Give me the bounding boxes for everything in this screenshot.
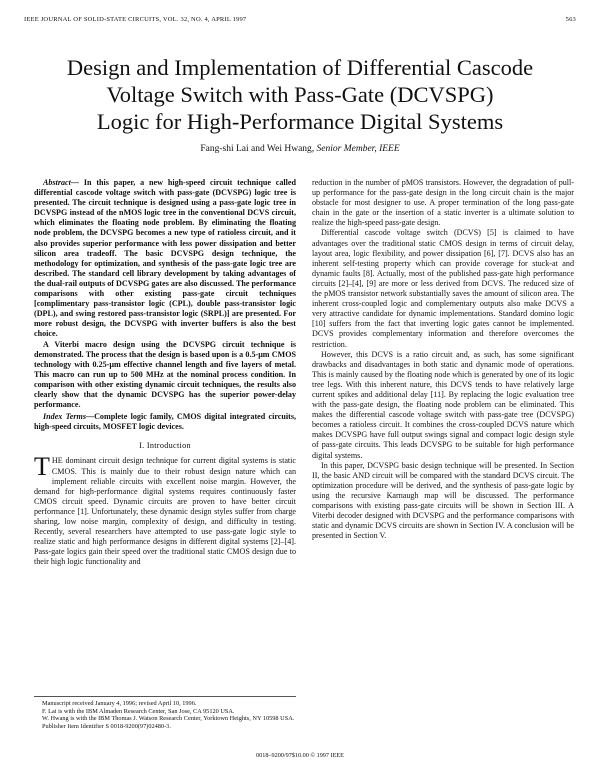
abstract-label: Abstract— [43,178,79,187]
title-line-1: Design and Implementation of Differential Cascode [66,55,534,80]
index-terms [34,412,296,432]
footnote-author-2: W. Hwang is with the IBM Thomas J. Watson Research Center, Yorktown Heights, NY 10598 USA. [42,715,295,723]
index-terms-label: Index Terms— [43,412,95,422]
footnotes [34,696,296,730]
drop-cap: T [34,452,50,482]
right-paragraph-0: reduction in the number of pMOS transistors. However, the degradation of pull-up performance for the pass-gate design in the long circuit chain is the major obstacle for most designer to use. A proper termination of the long pass-gate chain in the gate or the insertion of a static inverter is a ultimate solution to realize the high-speed pass-gate design. [312,178,574,228]
right-paragraph-3: In this paper, DCVSPG basic design technique will be presented. In Section II, the basic AND circuit will be compared with the standard DCVS circuit. The optimization procedure will be derived, and the synthesis of pass-gate logic by using the recursive Karnaugh map will be discussed. The performance comparisons with existing pass-gate circuits will be shown in Section III. A Viterbi decoder designed with DCVSPG and the performance comparisons with static and dynamic DCVS circuits are shown in Section IV. A conclusion will be presented in Section V. [312,460,574,541]
right-column [312,178,574,541]
index-terms-text: Complete logic family, CMOS digital integrated circuits, high-speed circuits, MOSFET logic devices. [34,412,296,432]
abstract-paragraph-2: A Viterbi macro design using the DCVSPG circuit technique is demonstrated. The process that the design is based upon is a 0.5-μm CMOS technology with 0.25-μm effective channel length and five layers of metal. This macro can run up to 500 MHz at the nominal process condition. In comparison with other existing dynamic circuit techniques, the results also clearly show that the dynamic DCVSPG has the superior power-delay performance. [34,339,296,410]
left-column [34,178,296,567]
footnote-received: Manuscript received January 4, 1996; revised April 10, 1996. [42,700,197,707]
section-heading-introduction: I. Introduction [139,441,191,451]
abstract-text: In this paper, a new high-speed circuit technique called differential cascode voltage switch with pass-gate (DCVSPG) logic tree is presented. The circuit technique is designed using a pass-gate logic tree in DCVSPG instead of the nMOS logic tree in the conventional DCVS circuit, which eliminates the floating node problem. By eliminating the floating node problem, the DCVSPG becomes a new type of ratioless circuit, and it also provides superior performance with less power dissipation and better silicon area tradeoff. The basic DCVSPG design technique, the methodology for optimization, and synthesis of the pass-gate logic tree are described. The standard cell library development by taking advantages of the dual-rail outputs of DCVSPG gates are also discussed. The performance comparisons with other existing pass-gate circuit techniques [complimentary pass-transistor logic (CPL), double pass-transistor logic (DPL), and swing restored pass-transistor logic (SRPL)] are presented. For more robust design, the DCVSPG with inverter buffers is also the best choice. [34,178,296,339]
author-names: Fang-shi Lai and Wei Hwang, [200,144,315,154]
footnote-author-1: F. Lai is with the IBM Almaden Research Center, San Jose, CA 95120 USA. [42,707,235,715]
title-line-2: Voltage Switch with Pass-Gate (DCVSPG) [106,82,494,107]
paper-title [20,54,580,135]
title-line-3: Logic for High-Performance Digital Systems [96,109,504,134]
journal-header: IEEE JOURNAL OF SOLID-STATE CIRCUITS, VOL. 32, NO. 4, APRIL 1997 [24,16,247,23]
right-paragraph-2: However, this DCVS is a ratio circuit and, as such, has some significant drawbacks and disadvantages in both static and dynamic mode of operations. This is mainly caused by the floating node which is generated by one of its logic tree legs. With this inherent nature, this DCVS tends to have relatively large current spikes and additional delay [11]. By replacing the logic evaluation tree with the pass-gate design, the floating node problem can be eliminated. This makes the differential cascode voltage switch with pass-gate tree (DCVSPG) becomes a ratioless circuit. It combines the cross-coupled DCVS nature which makes DCVSPG have full output swings signal and compact logic design style of pass-gate circuits. This leads DCVSPG to be suitable for high performance digital systems. [312,349,574,460]
author-title: Senior Member, IEEE [316,144,400,154]
intro-text: HE dominant circuit design technique for current digital systems is static CMOS. This is mainly due to their robust design nature which can implement reliable circuits with excellent noise margin. However, the demand for high-performance digital systems requires continuously faster CMOS circuit speed. Dynamic circuits are proven to have better circuit performance [1]. Unfortunately, these dynamic design styles suffer from charge sharing, low noise margin, complexity of design, and difficulty in testing. Recently, several researchers have attempted to use pass-gate logic style to realize static and high performance designs in different digital systems [2]–[4]. Pass-gate logics gain their speed over the traditional static CMOS design due to their high logic functionality and [34,456,296,567]
right-paragraph-1: Differential cascode voltage switch (DCVS) [5] is claimed to have advantages over the traditional static CMOS design in terms of circuit delay, layout area, logic flexibility, and power dissipation [6], [7]. DCVS also has an inherent self-testing property which can provide coverage for stuck-at and dynamic faults [8]. Actually, most of the published pass-gate high performance circuits [2]–[4], [9] are more or less derived from DCVS. The reduced size of the pMOS transistor network substantially saves the amount of silicon area. The inherent cross-coupled logic and complementary outputs also make DCVS a very attractive candidate for dynamic implementations. Standard domino logic [10] suffers from the fact that inverting logic gates cannot be implemented. DCVS provides complementary information and therefore overcomes the restriction. [312,228,574,349]
author-line [0,144,600,154]
footnote-publisher-id: Publisher Item Identifier S 0018-9200(97)02480-3. [42,722,171,730]
intro-paragraph [34,452,296,567]
page-number: 563 [565,16,576,23]
abstract [34,178,296,340]
copyright-line: 0018–9200/97$10.00 © 1997 IEEE [256,752,344,759]
